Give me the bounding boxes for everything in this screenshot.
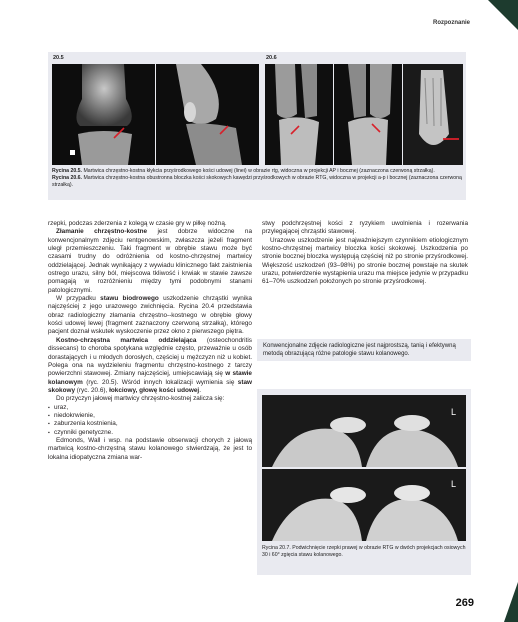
xray-patella-axial-60 — [262, 469, 466, 541]
paragraph: Kostno-chrzęstna martwica oddzielająca (osteochondritis dissecans) to choroba spotykana względnie często, przeważnie u osób dorastających i u młodych dorosłych, częściej u mężczyzn niż u kobiet. Polega ona na wydzieleniu fragmentu chrzęstno-kostnego z tarczy powierzchni stawowej. Zmiany najczęściej, umiejscawiają się w stawie kolanowym (ryc. 20.5). Wśród innych lokalizacji wymienia się staw skokowy (ryc. 20.6), łokciowy, głowę kości udowej. — [48, 336, 252, 394]
side-marker-label: L — [450, 407, 456, 417]
paragraph: stwy podchrzęstnej kości z ryzykiem uwolnienia i rozerwania przylegającej chrząstki stawowej. — [262, 220, 468, 236]
list-item: ▪ niedokrwienie, — [48, 412, 252, 420]
xray-ankle-ap-left — [265, 64, 333, 165]
paragraph: Urazowe uszkodzenie jest najważniejszym czynnikiem etiologicznym kostno-chrzęstnej martwicy bloczka kości skokowej. Uszkodzenia po stronie bocznej bloczka występują częściej niż po stronie przyśrodkowej. Większość uszkodzeń (93–98%) po stronie bocznej powstaje na skutek urazu, potwierdzenie wystąpienia urazu ma miejsce jedynie w przypadku 61–70% uszkodzeń położonych po stronie przyśrodkowej. — [262, 236, 468, 286]
xray-ankle-ap-right — [334, 64, 402, 165]
page-number: 269 — [455, 597, 474, 609]
top-figure-captions — [52, 168, 462, 190]
list-item: ▪ czynniki genetyczne. — [48, 429, 252, 437]
caption-fig-20-7: Rycina 20.7. Podwichnięcie rzepki prawej w obrazie RTG w dwóch projekcjach osiowych 30 i 60° zgięcia stawu kolanowego. — [262, 545, 466, 558]
side-marker-label: L — [450, 479, 456, 489]
right-column-text — [262, 220, 468, 287]
paragraph: Złamanie chrzęstno-kostne jest dobrze widoczne na konwencjonalnym zdjęciu rentgenowskim, zwłaszcza jeżeli fragment uległ przemieszczeniu. Taki fragment w obrębie stawu może być czasami trudny do odróżnienia od kostno-chrzęstnej martwicy oddzielającej. Jednak wynikający z wywiadu klinicznego fakt zaistnienia ostrego urazu, silny ból, miejscowa tkliwość i krwiak w stawie zawsze pomagają w rozróżnieniu między tymi podobnymi stanami patologicznymi. — [48, 228, 252, 294]
note-box: Konwencjonalne zdjęcie radiologiczne jest najprostszą, tanią i efektywną metodą obrazującą różne patologie stawu kolanowego. — [257, 339, 471, 361]
list-item: ▪ zaburzenia kostnienia, — [48, 420, 252, 428]
paragraph: W przypadku stawu biodrowego uszkodzenie chrząstki wynika najczęściej z jego urazowego zwichnięcia. Rycina 20.4 przedstawia obraz radiologiczny złamania chrzęstno--kostnego w obrębie głowy kości udowej lewej (fragment zaznaczony czerwoną strzałką), którego pacjent doznał wskutek wyskoczenie przez okno z pierwszego piętra. — [48, 295, 252, 336]
xray-patella-axial-30 — [262, 395, 466, 467]
xray-knee-ap — [52, 64, 155, 165]
header-corner-decoration — [488, 0, 518, 30]
figure-number-20-5: 20.5 — [53, 55, 64, 61]
xray-knee-lateral — [156, 64, 259, 165]
footer-corner-decoration — [504, 582, 518, 622]
bullet-list — [48, 404, 252, 437]
caption-fig-20-5: Rycina 20.5. Martwica chrzęstno-kostna kłykcia przyśrodkowego kości udowej (linei) w obrazie rtg, widoczna w projekcji AP i bocznej (zaznaczona czerwoną strzałką). — [52, 168, 435, 174]
left-column-text — [48, 220, 252, 462]
figure-number-20-6: 20.6 — [266, 55, 277, 61]
section-title: Rozpoznanie — [433, 20, 470, 26]
page-header — [0, 0, 518, 32]
paragraph: Edmonds, Wall i wsp. na podstawie obserwacji chorych z jałową martwicą kostno-chrzęstną stawu kolanowego stwierdzają, że jest to lokalna idiopatyczna zmiana war- — [48, 436, 252, 461]
xray-foot-lateral — [403, 64, 463, 165]
list-item: ▪ uraz, — [48, 404, 252, 412]
caption-fig-20-6: Rycina 20.6. Martwica chrzęstno-kostna obustronna bloczka kości skokowych kawędzi przyśrodkowych w obrazie RTG, widoczna w projekcji a-p i bocznej (zaznaczona czerwoną strzałką). — [52, 175, 462, 189]
paragraph: Do przyczyn jałowej martwicy chrzęstno-kostnej zalicza się: — [56, 395, 225, 403]
paragraph: rzepki, podczas zderzenia z kolegą w czasie gry w piłkę nożną. — [48, 220, 227, 227]
